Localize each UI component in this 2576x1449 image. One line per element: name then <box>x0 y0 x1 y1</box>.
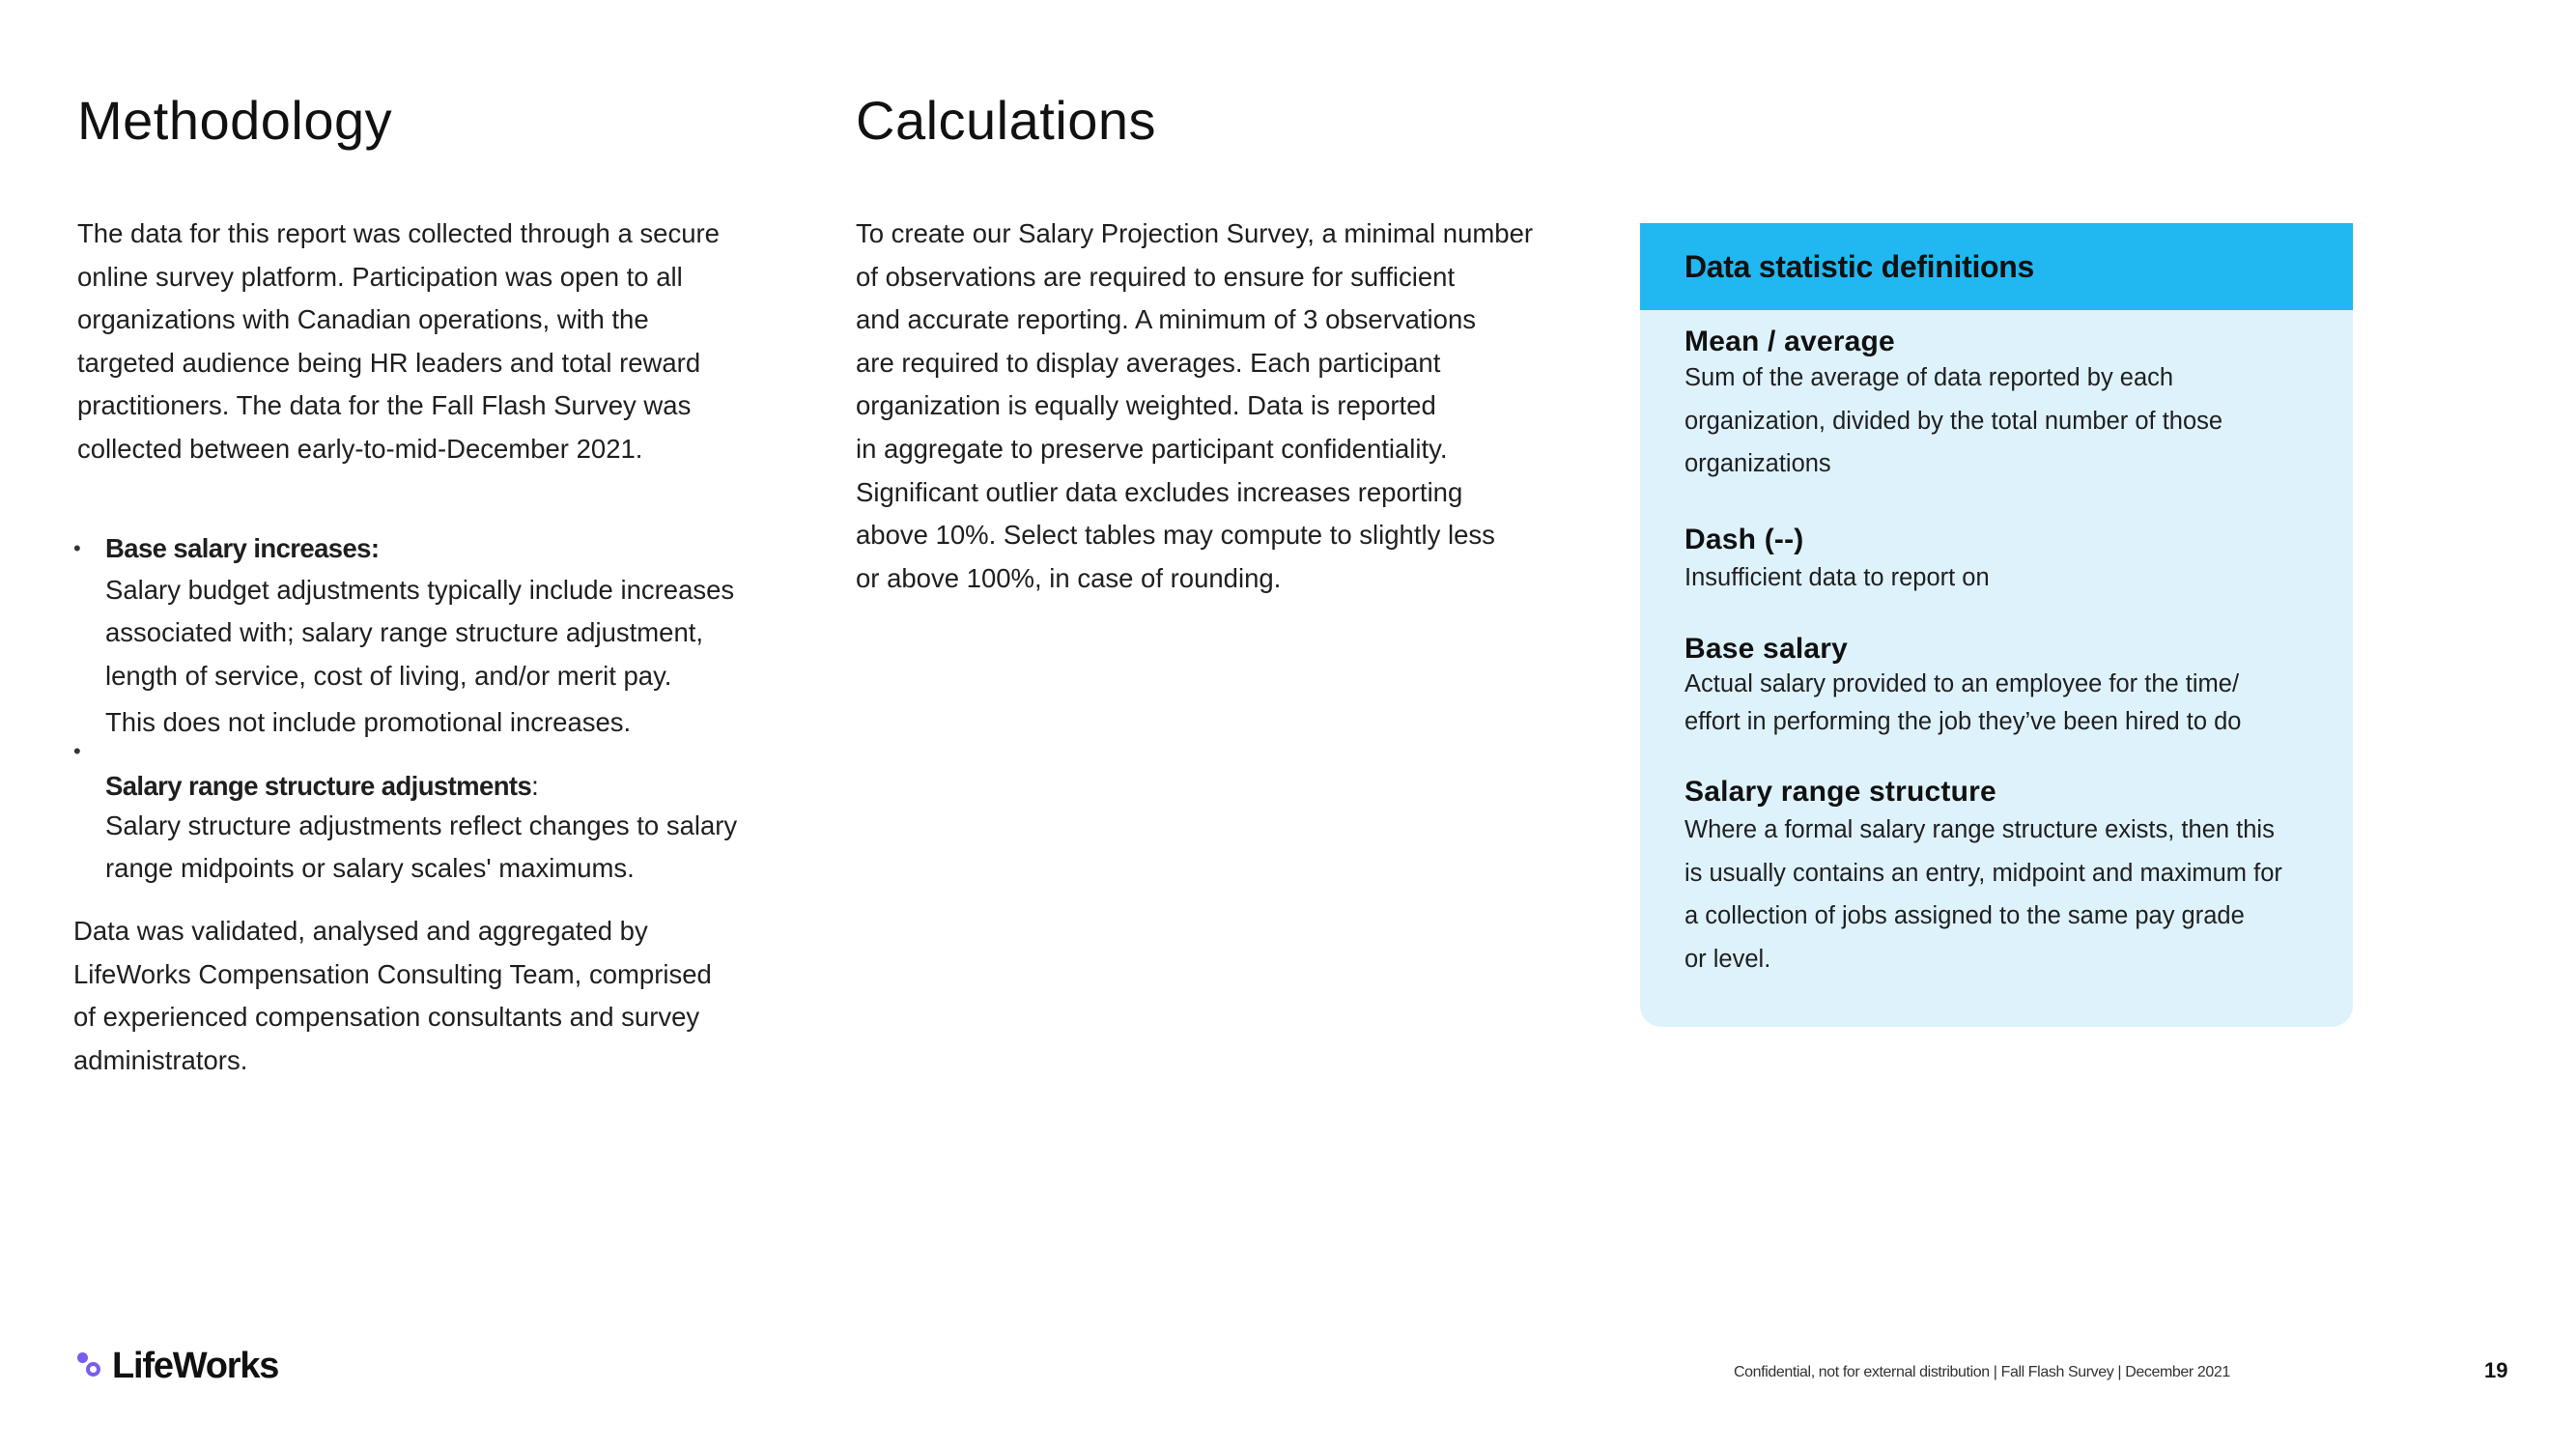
lifeworks-logo <box>77 1346 278 1387</box>
calculations-title: Calculations <box>856 90 1157 151</box>
intro-line: online survey platform. Participation was open to all <box>77 261 683 292</box>
definition-salary-range-structure <box>1684 776 2282 980</box>
calc-line: of observations are required to ensure for sufficient <box>856 261 1456 292</box>
intro-line: The data for this report was collected through a secure <box>77 218 720 248</box>
definition-mean-average <box>1684 326 2222 486</box>
bullet-body: Salary structure adjustments reflect changes to salary range midpoints or salary scales' maximums. <box>105 810 738 884</box>
intro-line: organizations with Canadian operations, with the <box>77 304 649 335</box>
intro-line: practitioners. The data for the Fall Flash Survey was <box>77 390 692 421</box>
methodology-closing <box>73 910 807 1082</box>
methodology-intro <box>77 213 773 471</box>
bullet-title: Salary range structure adjustments: <box>105 771 539 801</box>
bullet-base-salary-increases <box>73 527 839 745</box>
definition-desc: Sum of the average of data reported by each organization, divided by the total number of those organizations <box>1684 364 2223 478</box>
definition-base-salary <box>1684 633 2241 741</box>
calculations-text <box>856 213 1590 600</box>
closing-line: LifeWorks Compensation Consulting Team, comprised <box>73 958 712 989</box>
bullet-note: This does not include promotional increases. <box>105 707 632 738</box>
calc-line: in aggregate to preserve participant confidentiality. <box>856 433 1448 464</box>
footer-note: Confidential, not for external distribution | Fall Flash Survey | December 2021 <box>1734 1364 2230 1380</box>
bullet-salary-range-structure-adjustments <box>105 765 839 891</box>
definition-term: Base salary <box>1684 633 1849 665</box>
bullet-dot: • <box>73 536 81 560</box>
bullet-dot: • <box>73 739 81 763</box>
calc-line: or above 100%, in case of rounding. <box>856 562 1282 593</box>
page-number: 19 <box>2484 1358 2508 1382</box>
closing-line: of experienced compensation consultants and survey <box>73 1002 700 1033</box>
definition-term: Salary range structure <box>1684 776 1996 808</box>
logo-text: LifeWorks <box>112 1346 279 1386</box>
calc-line: organization is equally weighted. Data is reported <box>856 390 1436 421</box>
bullet-body: Salary budget adjustments typically include increases associated with; salary range structure adjustment, length of service, cost of living, and/or merit pay. This does not include promotional increases. <box>105 569 839 745</box>
closing-line: administrators. <box>73 1044 248 1075</box>
calc-line: are required to display averages. Each participant <box>856 347 1441 378</box>
definitions-title: Data statistic definitions <box>1684 248 2035 284</box>
definition-dash <box>1684 524 1990 599</box>
definition-term: Mean / average <box>1684 326 1895 357</box>
methodology-title: Methodology <box>77 90 393 151</box>
calc-line: above 10%. Select tables may compute to slightly less <box>856 520 1495 551</box>
calc-line: To create our Salary Projection Survey, a minimal number <box>856 218 1534 248</box>
bullet-title: Base salary increases: <box>105 533 380 563</box>
definition-desc: Actual salary provided to an employee for the time/ effort in performing the job they’ve been hired to do <box>1684 670 2242 735</box>
calc-line: and accurate reporting. A minimum of 3 observations <box>856 304 1477 335</box>
intro-line: targeted audience being HR leaders and total reward <box>77 347 701 378</box>
definitions-header <box>1640 223 2353 310</box>
definitions-card <box>1640 223 2353 1027</box>
calc-line: Significant outlier data excludes increases reporting <box>856 476 1463 507</box>
definition-desc: Insufficient data to report on <box>1684 564 1990 591</box>
intro-line: collected between early-to-mid-December 2021. <box>77 433 643 464</box>
logo-mark-icon <box>77 1350 110 1383</box>
definition-desc: Where a formal salary range structure exists, then this is usually contains an entry, midpoint and maximum for a collection of jobs assigned to the same pay grade or level. <box>1684 816 2282 973</box>
definition-term: Dash (--) <box>1684 524 1804 555</box>
closing-line: Data was validated, analysed and aggregated by <box>73 916 648 946</box>
